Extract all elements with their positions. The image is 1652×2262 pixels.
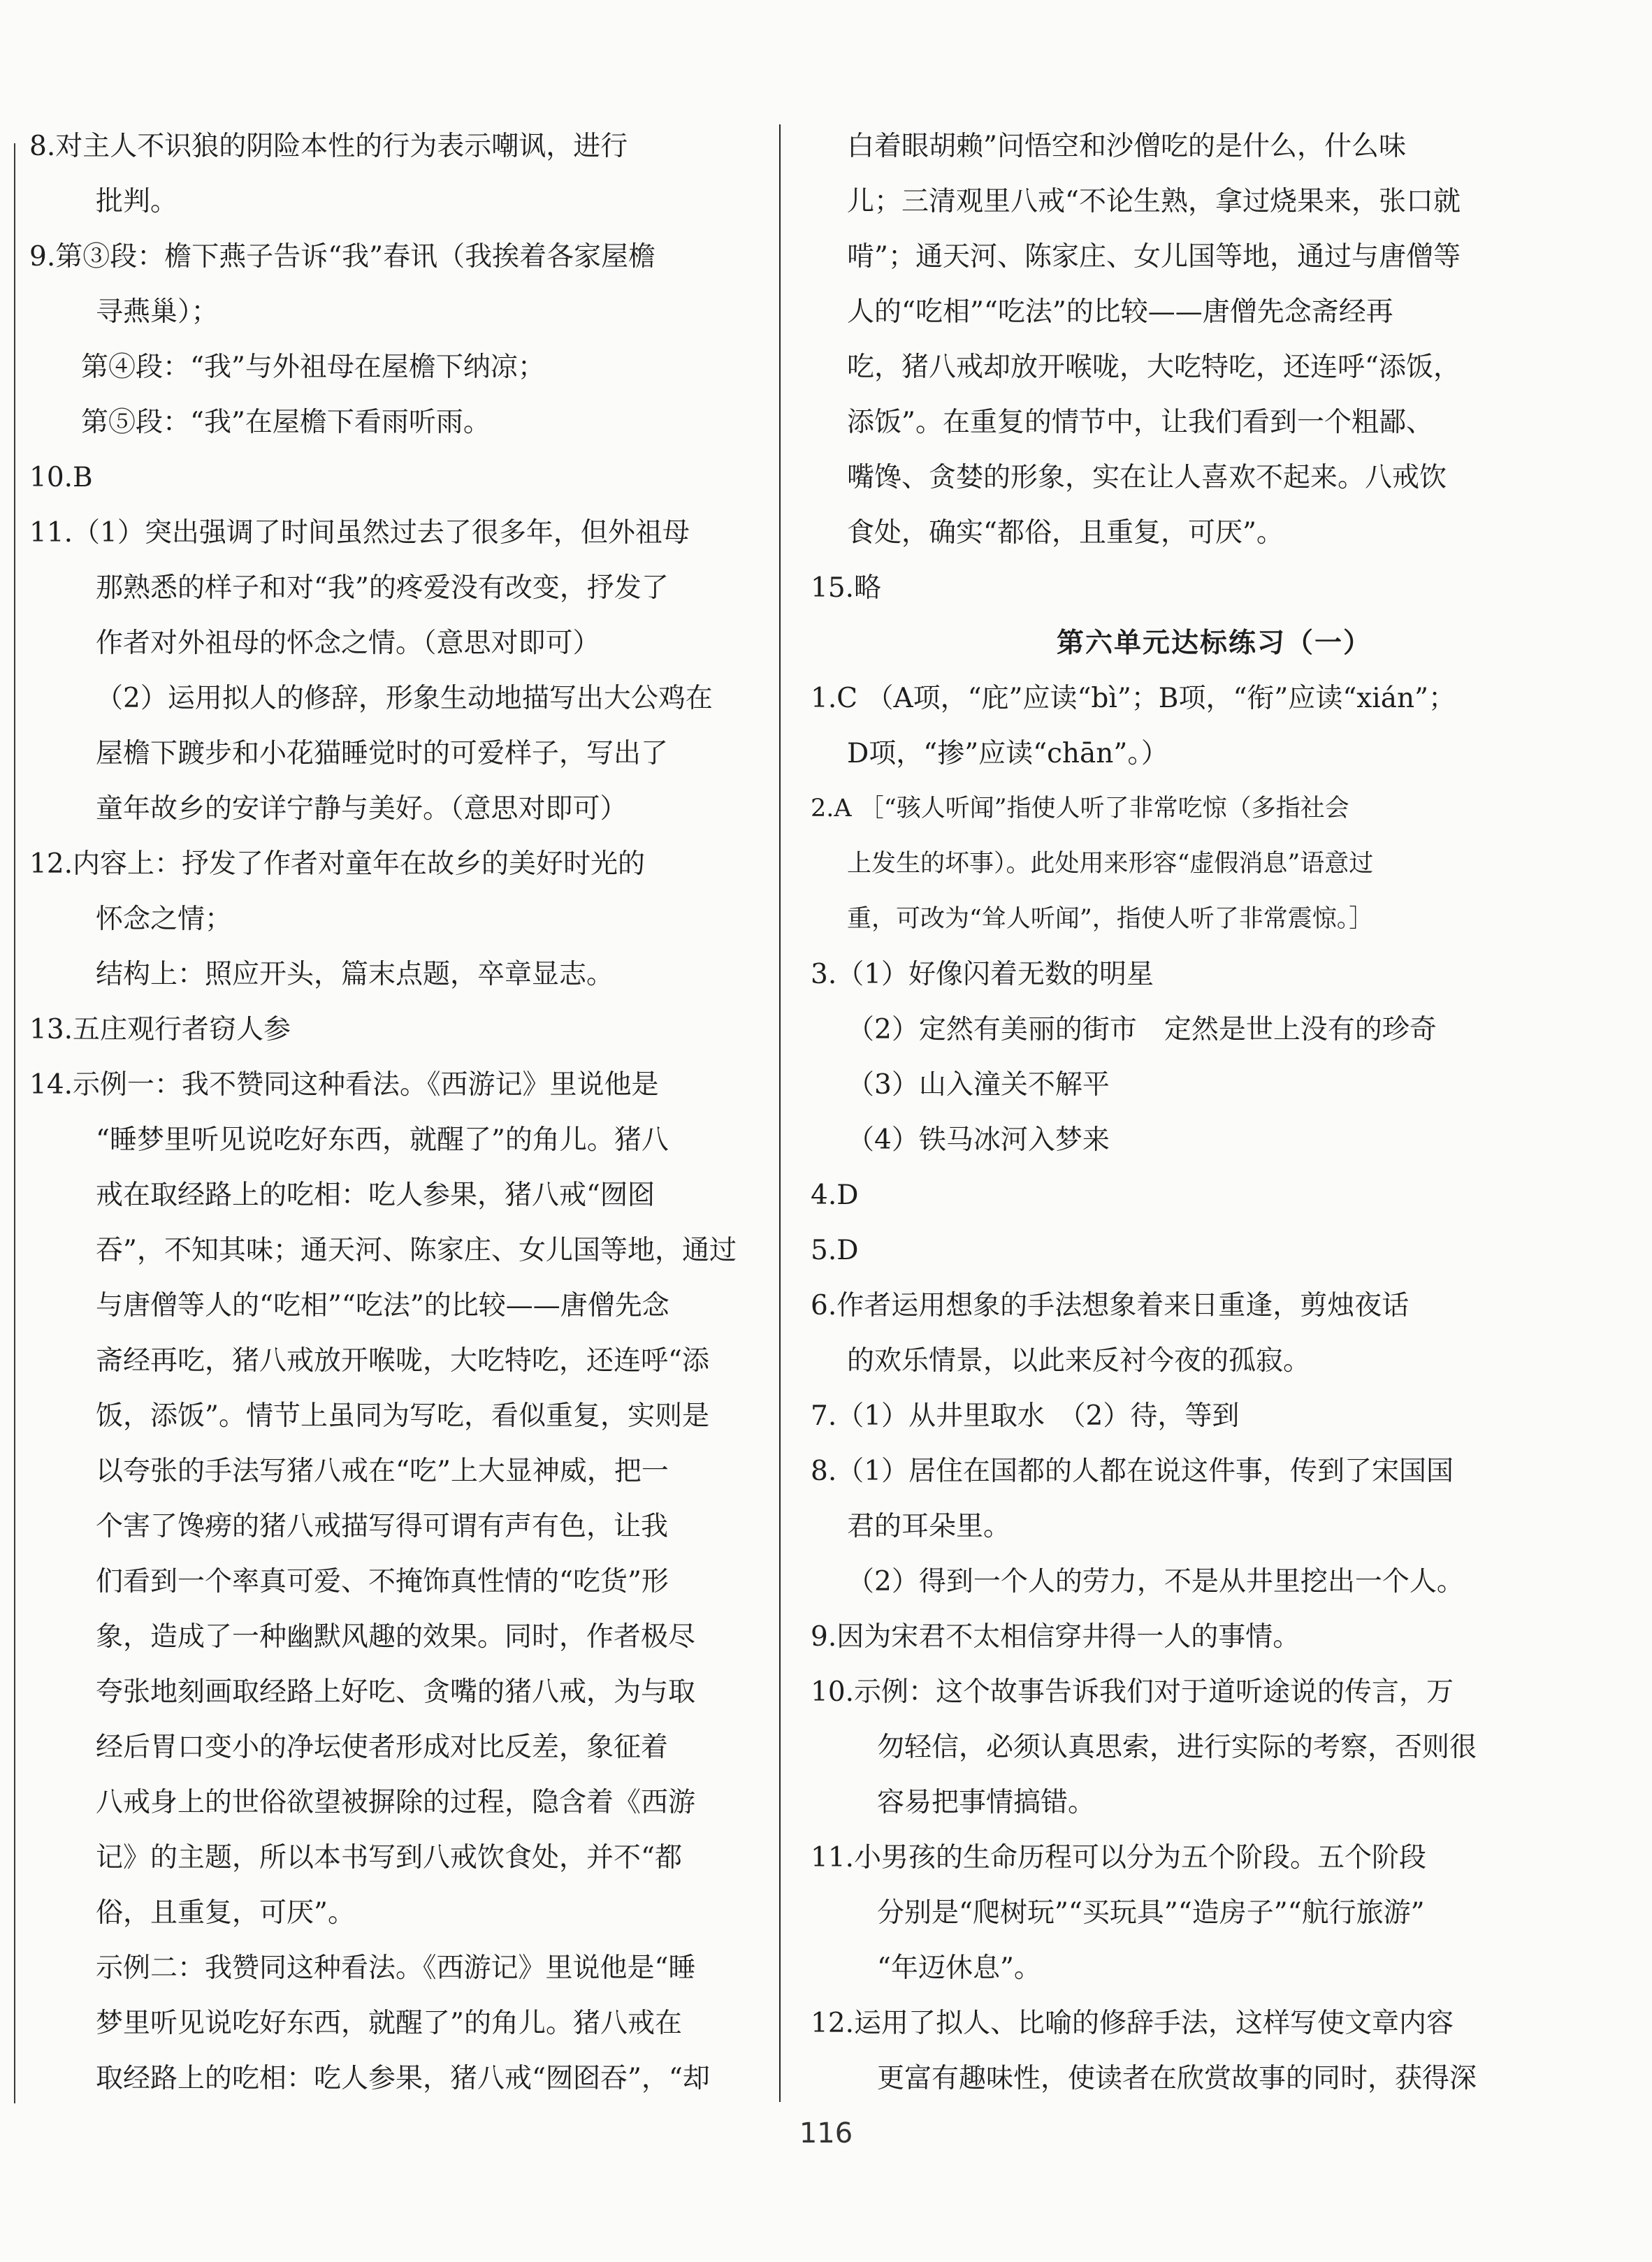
answer-line: 9.第③段：檐下燕子告诉“我”春讯（我挨着各家屋檐 (29, 241, 656, 273)
answer-line: “年迈休息”。 (877, 1952, 1041, 1984)
answer-line: 示例二：我赞同这种看法。《西游记》里说他是“睡 (96, 1952, 696, 1984)
answer-line: 第④段：“我”与外祖母在屋檐下纳凉； (81, 351, 545, 383)
section-heading: 第六单元达标练习（一） (1056, 628, 1372, 659)
answer-line: 夸张地刻画取经路上好吃、贪嘴的猪八戒，为与取 (96, 1676, 696, 1708)
answer-line: 童年故乡的安详宁静与美好。（意思对即可） (96, 793, 628, 825)
answer-line: 食处，确实“都俗，且重复，可厌”。 (847, 517, 1284, 549)
answer-line: 的欢乐情景，以此来反衬今夜的孤寂。 (847, 1345, 1311, 1377)
answer-line: 俗，且重复，可厌”。 (96, 1897, 355, 1929)
answer-line: 吞”，不知其味；通天河、陈家庄、女儿国等地，通过 (96, 1235, 737, 1266)
answer-line: 批判。 (96, 186, 178, 217)
answer-line: 添饭”。在重复的情节中，让我们看到一个粗鄙、 (847, 407, 1433, 438)
answer-line: 饭，添饭”。情节上虽同为写吃，看似重复，实则是 (96, 1400, 709, 1432)
answer-line: 儿；三清观里八戒“不论生熟，拿过烧果来，张口就 (847, 186, 1461, 217)
answer-line: 8.（1）居住在国都的人都在说这件事，传到了宋国国 (811, 1456, 1454, 1487)
answer-line: 象，造成了一种幽默风趣的效果。同时，作者极尽 (96, 1621, 696, 1653)
answer-line: 以夸张的手法写猪八戒在“吃”上大显神威，把一 (96, 1456, 669, 1487)
answer-line: D项，“掺”应读“chān”。） (847, 738, 1168, 769)
answer-line: 八戒身上的世俗欲望被摒除的过程，隐含着《西游 (96, 1787, 696, 1818)
answer-line: 重，可改为“耸人听闻”，指使人听了非常震惊。］ (847, 905, 1374, 933)
answer-line: 12.内容上：抒发了作者对童年在故乡的美好时光的 (29, 848, 646, 880)
answer-line: 那熟悉的样子和对“我”的疼爱没有改变，抒发了 (96, 572, 669, 604)
answer-line: （4）铁马冰河入梦来 (847, 1124, 1110, 1156)
answer-line: 1.C （A项，“庇”应读“bì”；B项，“衔”应读“xián”； (811, 683, 1456, 714)
answer-line: 君的耳朵里。 (847, 1511, 1011, 1542)
answer-line: 白着眼胡赖”问悟空和沙僧吃的是什么，什么味 (847, 131, 1406, 162)
answer-line: 经后胃口变小的净坛使者形成对比反差，象征着 (96, 1732, 669, 1763)
binding-margin-line (14, 143, 15, 2103)
answer-line: 们看到一个率真可爱、不掩饰真性情的“吃货”形 (96, 1566, 669, 1597)
answer-line: 6.作者运用想象的手法想象着来日重逢，剪烛夜话 (811, 1290, 1410, 1321)
answer-line: 4.D (811, 1180, 859, 1211)
answer-line: 9.因为宋君不太相信穿井得一人的事情。 (811, 1621, 1300, 1653)
answer-line: 第⑤段：“我”在屋檐下看雨听雨。 (81, 407, 491, 438)
answer-line: 10.示例：这个故事告诉我们对于道听途说的传言，万 (811, 1676, 1454, 1708)
answer-line: （2）运用拟人的修辞，形象生动地描写出大公鸡在 (96, 683, 713, 714)
answer-line: 个害了馋痨的猪八戒描写得可谓有声有色，让我 (96, 1511, 669, 1542)
page-number: 116 (799, 2117, 853, 2149)
answer-line: 屋檐下踱步和小花猫睡觉时的可爱样子，写出了 (96, 738, 669, 769)
answer-line: 8.对主人不识狼的阴险本性的行为表示嘲讽，进行 (29, 131, 628, 162)
answer-line: （3）山入潼关不解平 (847, 1069, 1110, 1101)
answer-line: 梦里听见说吃好东西，就醒了”的角儿。猪八戒在 (96, 2008, 682, 2039)
answer-line: （2）得到一个人的劳力，不是从井里挖出一个人。 (847, 1566, 1464, 1597)
answer-line: 10.B (29, 462, 93, 493)
answer-line: 结构上：照应开头，篇末点题，卒章显志。 (96, 959, 614, 990)
answer-line: 分别是“爬树玩”“买玩具”“造房子”“航行旅游” (877, 1897, 1425, 1929)
answer-line: 勿轻信，必须认真思索，进行实际的考察，否则很 (877, 1732, 1477, 1763)
answer-line: 啃”；通天河、陈家庄、女儿国等地，通过与唐僧等 (847, 241, 1461, 273)
answer-line: 5.D (811, 1235, 859, 1266)
answer-line: 11.（1）突出强调了时间虽然过去了很多年，但外祖母 (29, 517, 690, 549)
answer-line: 7.（1）从井里取水 （2）待，等到 (811, 1400, 1240, 1432)
answer-line: 寻燕巢）； (96, 296, 219, 328)
answer-line: 上发生的坏事）。此处用来形容“虚假消息”语意过 (847, 850, 1374, 878)
right-column (811, 119, 1618, 2106)
answer-line: 13.五庄观行者窃人参 (29, 1014, 291, 1045)
answer-line: 斋经再吃，猪八戒放开喉咙，大吃特吃，还连呼“添 (96, 1345, 709, 1377)
answer-line: 15.略 (811, 572, 882, 604)
answer-line: 12.运用了拟人、比喻的修辞手法，这样写使文章内容 (811, 2008, 1454, 2039)
answer-line: 11.小男孩的生命历程可以分为五个阶段。五个阶段 (811, 1842, 1427, 1873)
answer-line: 作者对外祖母的怀念之情。（意思对即可） (96, 628, 600, 659)
column-divider (779, 124, 781, 2102)
answer-line: 人的“吃相”“吃法”的比较——唐僧先念斋经再 (847, 296, 1393, 328)
answer-line: 嘴馋、贪婪的形象，实在让人喜欢不起来。八戒饮 (847, 462, 1447, 493)
answer-line: 取经路上的吃相：吃人参果，猪八戒“囫囵吞”，“却 (96, 2063, 710, 2094)
answer-line: 吃，猪八戒却放开喉咙，大吃特吃，还连呼“添饭， (847, 351, 1461, 383)
left-column (29, 119, 756, 2106)
answer-line: 容易把事情搞错。 (877, 1787, 1096, 1818)
answer-line: 2.A ［“骇人听闻”指使人听了非常吃惊（多指社会 (811, 795, 1349, 822)
answer-line: 与唐僧等人的“吃相”“吃法”的比较——唐僧先念 (96, 1290, 669, 1321)
answer-line: 更富有趣味性，使读者在欣赏故事的同时，获得深 (877, 2063, 1477, 2094)
answer-line: 怀念之情； (96, 904, 233, 935)
answer-line: 记》的主题，所以本书写到八戒饮食处，并不“都 (96, 1842, 682, 1873)
answer-line: “睡梦里听见说吃好东西，就醒了”的角儿。猪八 (96, 1124, 669, 1156)
answer-line: 14.示例一：我不赞同这种看法。《西游记》里说他是 (29, 1069, 659, 1101)
answer-line: （2）定然有美丽的街市 定然是世上没有的珍奇 (847, 1014, 1437, 1045)
answer-line: 3.（1）好像闪着无数的明星 (811, 959, 1154, 990)
answer-line: 戒在取经路上的吃相：吃人参果，猪八戒“囫囵 (96, 1180, 655, 1211)
